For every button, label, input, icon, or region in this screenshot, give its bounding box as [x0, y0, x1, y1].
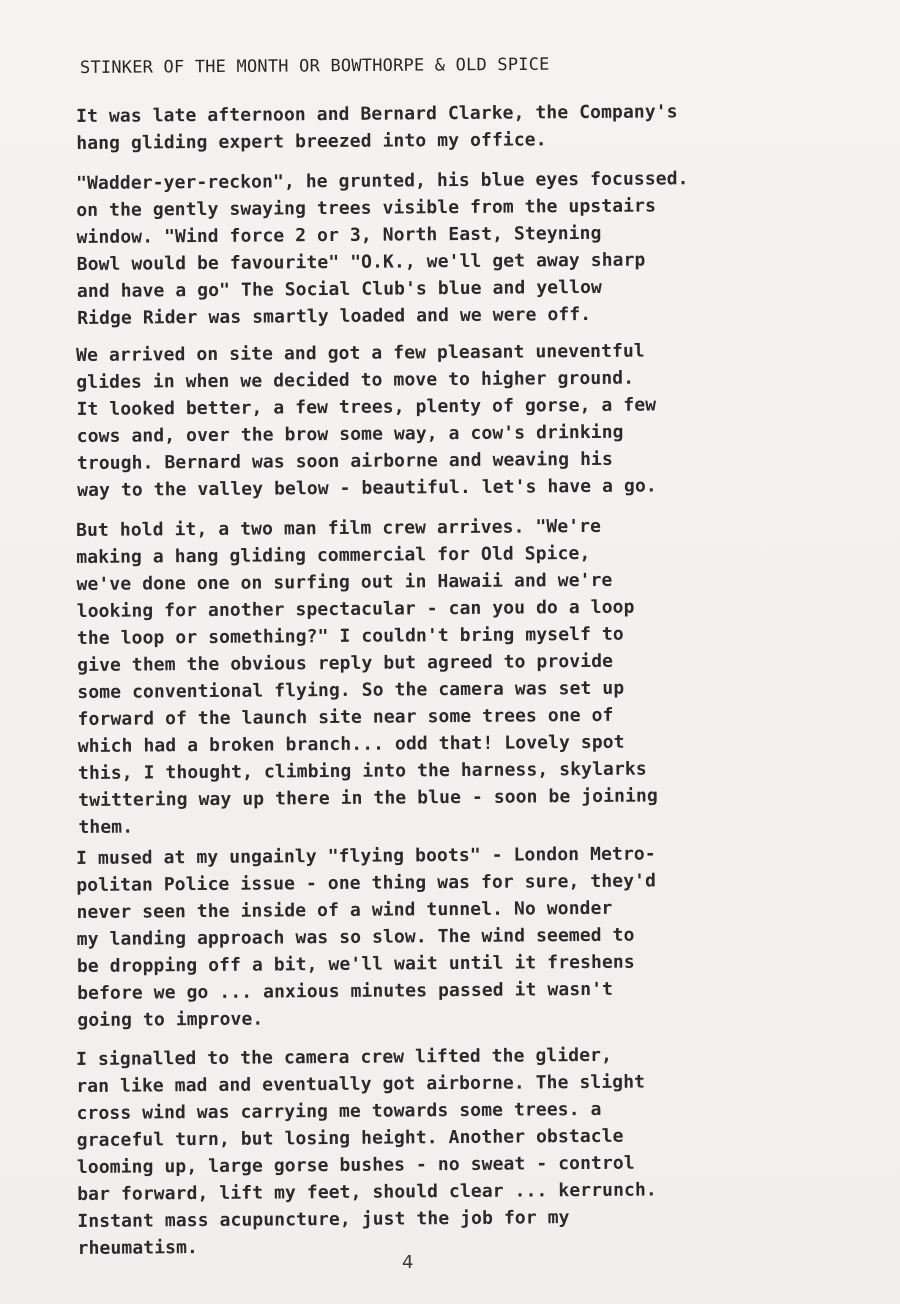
text-line: never seen the inside of a wind tunnel. No wonder	[76, 897, 613, 923]
text-line: cows and, over the brow some way, a cow's drinking	[76, 421, 624, 447]
text-line: window. "Wind force 2 or 3, North East, Steyning	[76, 222, 602, 248]
text-line: I signalled to the camera crew lifted the glider,	[76, 1044, 613, 1070]
text-line: going to improve.	[77, 1008, 264, 1031]
text-line: hang gliding expert breezed into my office.	[76, 129, 547, 154]
page-number: 4	[402, 1252, 414, 1273]
text-line: But hold it, a two man film crew arrives. "We're	[76, 515, 602, 541]
text-line: It looked better, a few trees, plenty of gorse, a few	[76, 394, 657, 420]
text-line: Bowl would be favourite" "O.K., we'll get away sharp	[76, 249, 646, 275]
text-line: ran like mad and eventually got airborne. The slight	[76, 1071, 646, 1097]
paragraph-1	[76, 97, 836, 157]
text-line: give them the obvious reply but agreed to provide	[77, 650, 614, 676]
text-line: politan Police issue - one thing was for sure, they'd	[76, 870, 657, 896]
text-line: Instant mass acupuncture, just the job for my	[77, 1207, 570, 1232]
text-line: them.	[78, 816, 134, 838]
text-line: making a hang gliding commercial for Old Spice,	[76, 542, 591, 568]
text-line: looming up, large gorse bushes - no sweat - control	[76, 1152, 635, 1178]
text-line: we've done one on surfing out in Hawaii and we're	[76, 569, 613, 595]
text-line: this, I thought, climbing into the harness, skylarks	[77, 758, 647, 784]
text-line: which had a broken branch... odd that! Lovely spot	[77, 731, 625, 757]
paragraph-6	[76, 1040, 838, 1262]
paragraph-2	[76, 164, 837, 332]
text-line: It was late afternoon and Bernard Clarke, the Company's	[76, 101, 678, 127]
text-line: looking for another spectacular - can you do a loop	[76, 596, 635, 622]
text-line: forward of the launch site near some trees one of	[77, 704, 614, 730]
text-line: and have a go" The Social Club's blue and yellow	[76, 276, 603, 302]
paragraph-4	[76, 511, 839, 841]
text-line: my landing approach was so slow. The wind seemed to	[76, 924, 635, 950]
text-line: some conventional flying. So the camera was set up	[77, 677, 625, 703]
text-line: way to the valley below - beautiful. let's have a go.	[77, 475, 657, 501]
text-line: glides in when we decided to move to higher ground.	[76, 367, 635, 393]
text-line: We arrived on site and got a few pleasant uneventful	[76, 340, 645, 366]
text-line: be dropping off a bit, we'll wait until it freshens	[76, 951, 635, 977]
text-line: before we go ... anxious minutes passed it wasn't	[77, 978, 614, 1004]
text-line: twittering way up there in the blue - soon be joining	[78, 785, 658, 811]
text-line: cross wind was carrying me towards some trees. a	[76, 1098, 602, 1124]
text-line: "Wadder-yer-reckon", he grunted, his blue eyes focussed.	[76, 168, 689, 194]
paragraph-5	[76, 839, 837, 1034]
text-line: rheumatism.	[77, 1237, 198, 1259]
text-line: on the gently swaying trees visible from the upstairs	[76, 195, 657, 221]
article-title: STINKER OF THE MONTH OR BOWTHORPE & OLD SPICE	[79, 54, 550, 78]
text-line: graceful turn, but losing height. Another obstacle	[76, 1125, 624, 1151]
text-line: trough. Bernard was soon airborne and weaving his	[76, 448, 613, 474]
text-line: I mused at my ungainly "flying boots" - London Metro-	[76, 843, 656, 869]
text-line: bar forward, lift my feet, should clear ... kerrunch.	[77, 1179, 657, 1205]
text-line: Ridge Rider was smartly loaded and we were off.	[77, 303, 592, 329]
paragraph-3	[76, 336, 837, 504]
text-line: the loop or something?" I couldn't bring myself to	[76, 623, 624, 649]
